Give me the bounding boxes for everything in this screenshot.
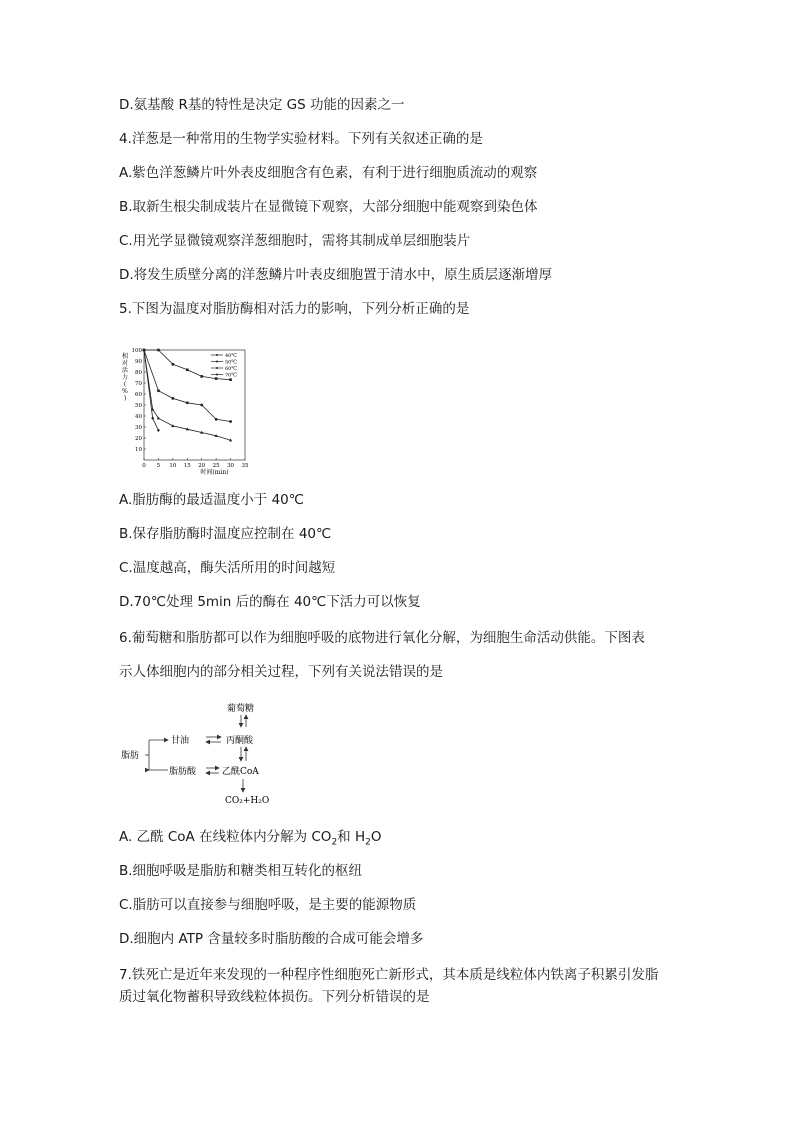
y-axis-label-char: ) [123,395,127,402]
question6-stem-1: 6.葡萄糖和脂肪都可以作为细胞呼吸的底物进行氧化分解，为细胞生命活动供能。下图表 [119,630,645,646]
legend-marker [216,354,218,356]
metabolism-diagram-svg [119,700,279,808]
data-point [200,404,203,407]
x-tick-label: 10 [169,463,177,469]
data-point [215,418,218,421]
data-point [157,389,160,392]
question4-option-b: B.取新生根尖制成装片在显微镜下观察，大部分细胞中能观察到染色体 [119,199,538,215]
x-tick-label: 0 [142,463,146,469]
data-point [200,375,203,378]
data-point [215,377,218,380]
y-axis-label-char: 相 [121,353,129,360]
question5-option-a: A.脂肪酶的最适温度小于 40℃ [119,492,304,508]
question5-option-b: B.保存脂肪酶时温度应控制在 40℃ [119,526,332,542]
question4-option-c: C.用光学显微镜观察洋葱细胞时，需将其制成单层细胞装片 [119,233,471,249]
question4-stem: 4.洋葱是一种常用的生物学实验材料。下列有关叙述正确的是 [119,131,483,147]
fat-label: 脂肪 [121,751,140,761]
data-point [171,397,174,400]
legend-label: 70℃ [225,372,237,379]
question6-option-b: B.细胞呼吸是脂肪和糖类相互转化的枢纽 [119,863,363,879]
y-axis-label-char: % [122,388,128,395]
data-point [186,401,189,404]
y-tick-label: 90 [135,359,142,365]
x-tick-label: 30 [227,463,235,469]
enzyme-activity-chart [119,340,269,475]
x-tick-label: 15 [183,463,191,469]
data-point [186,369,189,372]
legend-marker [216,374,218,376]
y-tick-label: 70 [135,381,142,387]
question7-stem-2: 质过氧化物蓄积导致线粒体损伤。下列分析错误的是 [119,989,430,1005]
glycerol-label: 甘油 [171,736,190,746]
x-tick-label: 35 [241,463,249,469]
question5-option-d: D.70℃处理 5min 后的酶在 40℃下活力可以恢复 [119,594,421,610]
y-axis-label-char: ( [123,381,127,388]
y-axis-label-char: 对 [121,360,129,367]
y-tick-label: 60 [135,392,142,398]
acetyl-coa-label: 乙酰CoA [222,767,259,777]
question5-stem: 5.下图为温度对脂肪酶相对活力的影响，下列分析正确的是 [119,301,470,317]
y-tick-label: 40 [135,414,142,420]
y-tick-label: 50 [135,403,142,409]
co2-h2o-label: CO₂+H₂O [225,796,270,806]
question3-option-d: D.氨基酸 R基的特性是决定 GS 功能的因素之一 [119,97,405,113]
question6-option-a [119,828,382,852]
y-tick-label: 100 [131,348,142,354]
legend-label: 50℃ [225,359,237,366]
question6-option-c: C.脂肪可以直接参与细胞呼吸，是主要的能源物质 [119,897,417,913]
y-tick-label: 30 [135,425,142,431]
question4-option-a: A.紫色洋葱鳞片叶外表皮细胞含有色素，有利于进行细胞质流动的观察 [119,165,538,181]
h2o-subscript: 2 [365,837,371,848]
legend-label: 60℃ [225,366,237,372]
data-point [151,417,154,420]
co2-subscript: 2 [331,837,338,848]
x-tick-label: 20 [198,463,206,469]
x-axis-label: 时间(min) [200,469,229,475]
chart-svg [119,340,269,475]
metabolism-diagram [119,700,279,808]
legend-marker [216,361,218,363]
data-point [157,349,160,352]
y-axis-label-char: 活 [121,367,129,374]
data-point [157,429,160,432]
x-tick-label: 25 [212,463,220,469]
data-point [229,378,232,381]
data-point [172,363,175,366]
question5-option-c: C.温度越高，酶失活所用的时间越短 [119,560,336,576]
pyruvate-label: 丙酮酸 [226,736,254,746]
x-tick-label: 5 [156,463,161,469]
fatty-acid-label: 脂肪酸 [169,767,197,777]
question6-option-d: D.细胞内 ATP 含量较多时脂肪酸的合成可能会增多 [119,931,424,947]
option-a-text-3: O [370,829,382,845]
legend-marker [216,367,218,369]
legend-label: 40℃ [225,353,237,359]
option-a-text: A. 乙酰 CoA 在线粒体内分解为 CO [119,829,332,845]
y-tick-label: 20 [135,436,142,442]
data-point [229,420,232,423]
question7-stem-1: 7.铁死亡是近年来发现的一种程序性细胞死亡新形式，其本质是线粒体内铁离子积累引发脂 [119,967,659,983]
y-axis-label-char: 力 [121,374,129,381]
question4-option-d: D.将发生质壁分离的洋葱鳞片叶表皮细胞置于清水中，原生质层逐渐增厚 [119,267,553,283]
option-a-text-2: 和 H [337,829,366,845]
y-tick-label: 10 [135,447,142,453]
glucose-label: 葡萄糖 [227,704,255,714]
question6-stem-2: 示人体细胞内的部分相关过程，下列有关说法错误的是 [119,664,443,680]
y-tick-label: 80 [135,370,142,376]
